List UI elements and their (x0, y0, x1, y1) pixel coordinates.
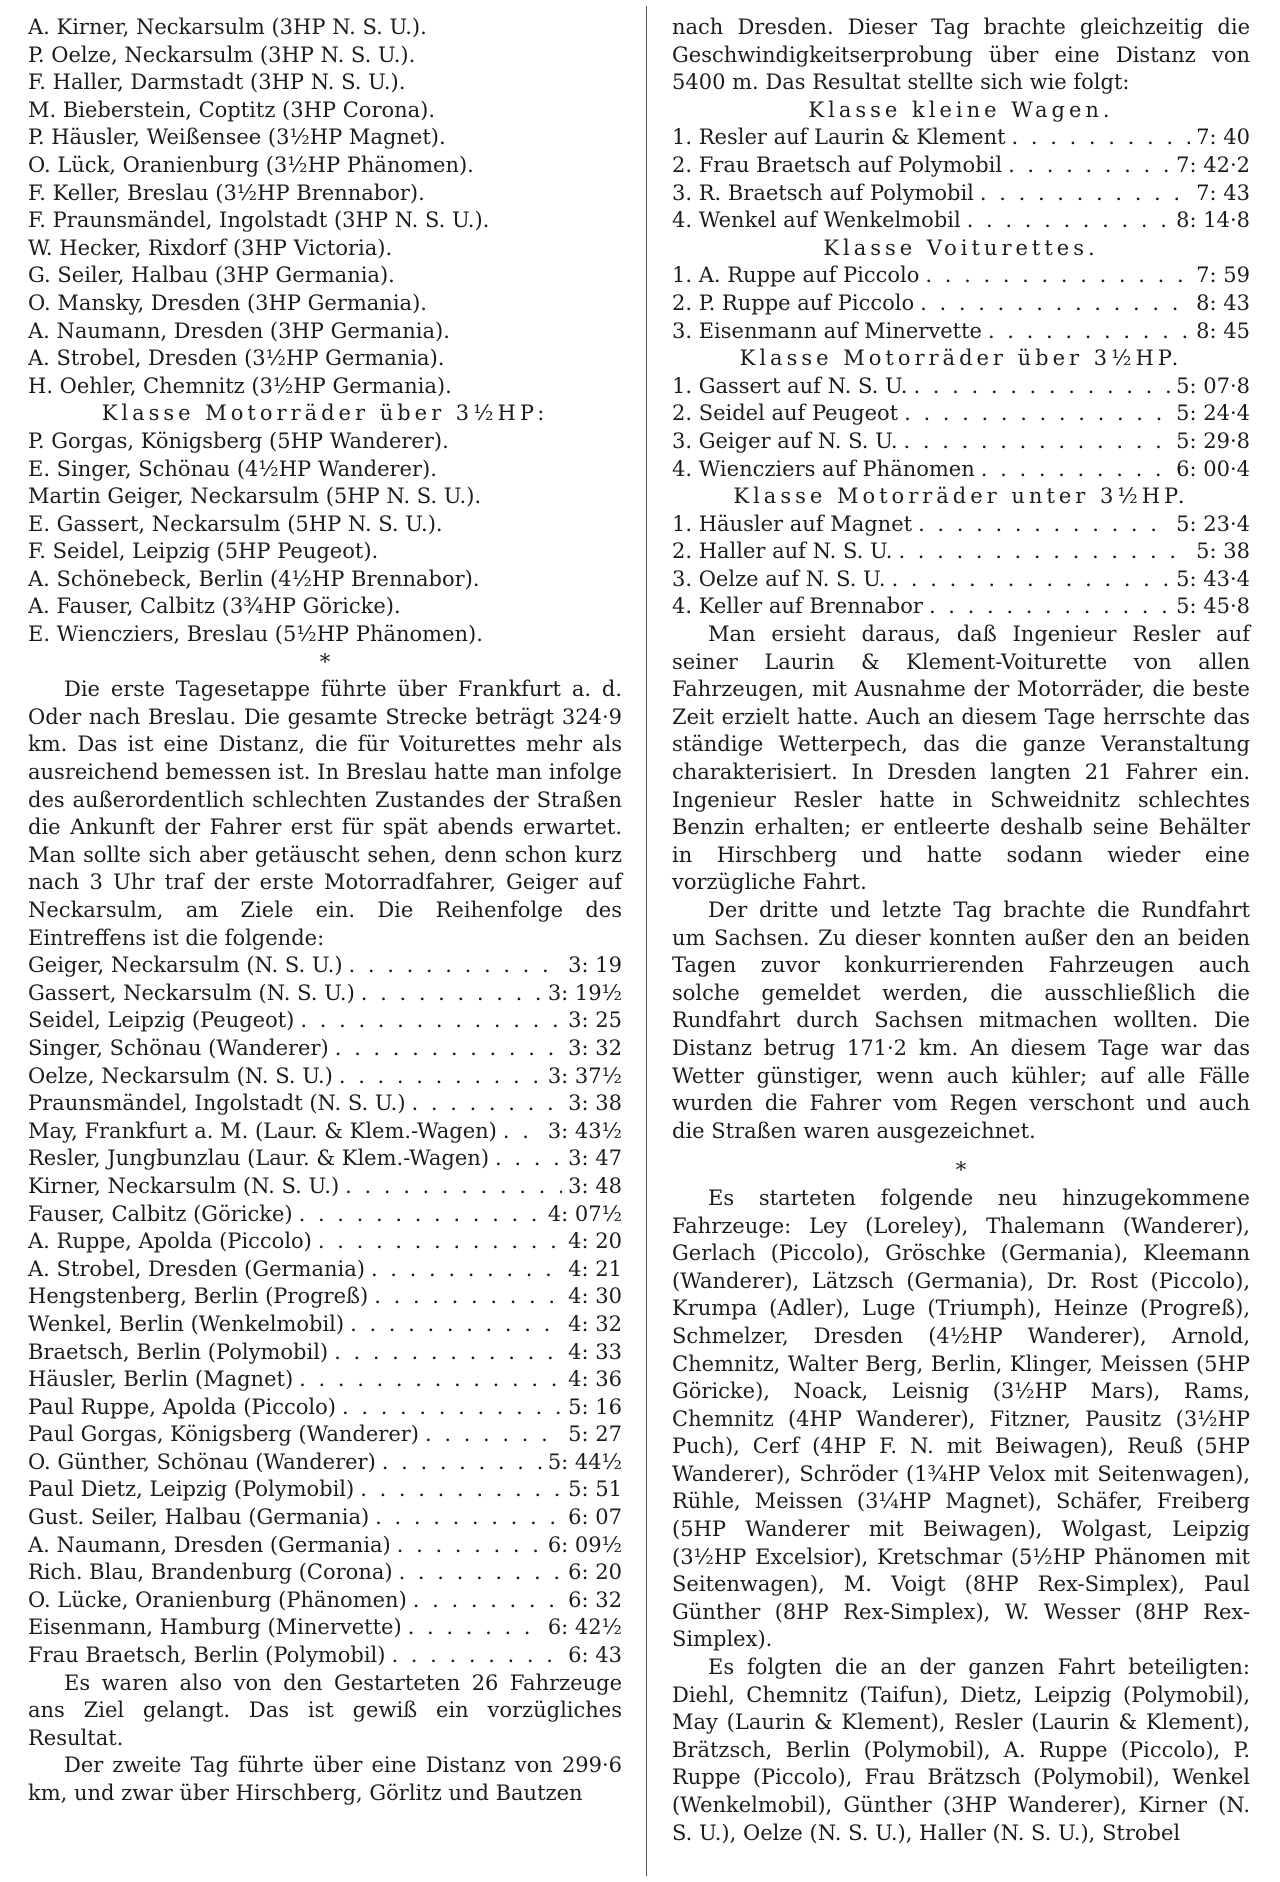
leader-dots (408, 1614, 542, 1642)
leader-dots (339, 1063, 542, 1091)
arrival-name: Paul Dietz, Leipzig (Polymobil) (28, 1477, 355, 1502)
result-name: 2. Haller auf N. S. U. (672, 539, 893, 564)
paragraph-new-entrants: Es starteten folgende neu hinzugekommene Fahrzeuge: Ley (Loreley), Thalemann (Wanderer), Gerlach (Piccolo), Gröschke (Germania), Kleemann (Wanderer), Lätzsch (Germania), Dr. Rost (Piccolo), Krumpa (Adler), Luge (Triumph), Heinze (Progreß), Schmelzer, Dresden (4½HP Wanderer), Arnold, Chemnitz, Walter Berg, Berlin, Klinger, Meissen (5HP Göricke), Noack, Leisnig (3½HP Mars), Rams, Chemnitz (4HP Wanderer), Fitzner, Pausitz (3½HP Puch), Cerf (4HP F. N. mit Beiwagen), Reuß (5HP Wanderer), Schröder (1¾HP Velox mit Seitenwagen), Rühle, Meissen (3¼HP Magnet), Schäfer, Freiberg (5HP Wanderer mit Beiwagen), Wolgast, Leipzig (3½HP Excelsior), Kretschmar (5½HP Phänomen mit Seitenwagen), M. Voigt (8HP Rex-Simplex), Paul Günther (8HP Rex-Simplex), W. Wesser (8HP Rex-Simplex). (672, 1185, 1250, 1652)
result-name: 2. Seidel auf Peugeot (672, 401, 899, 426)
result-time: 7: 59 (1196, 263, 1250, 288)
arrival-time: 3: 25 (568, 1008, 622, 1033)
arrival-time: 4: 21 (568, 1256, 622, 1281)
arrival-time: 3: 32 (568, 1035, 622, 1060)
arrival-name: Frau Braetsch, Berlin (Polymobil) (28, 1643, 386, 1668)
leader-dots (495, 1145, 562, 1173)
paragraph-full-tour-entrants: Es folgten die an der ganzen Fahrt beteiligten: Diehl, Chemnitz (Taifun), Dietz, Leipzig (Polymobil), May (Laurin & Klement), Resler (Laurin & Klement), Brätzsch, Berlin (Polymobil), A. Ruppe (Piccolo), P. Ruppe (Piccolo), Frau Brätzsch (Polymobil), Wenkel (Wenkelmobil), Günther (3HP Wanderer), Kirner (N. S. U.), Oelze (N. S. U.), Haller (N. S. U.), Strobel (672, 1655, 1250, 1845)
result-row (672, 180, 1250, 208)
arrival-time: 6: 07 (568, 1505, 622, 1530)
arrival-row (28, 1421, 622, 1449)
leader-dots (342, 1394, 562, 1422)
arrival-time: 6: 20 (568, 1560, 622, 1585)
entrant-line: A. Kirner, Neckarsulm (3HP N. S. U.). (28, 15, 427, 39)
leader-dots (981, 456, 1170, 484)
class-heading: Klasse Motorräder unter 3½HP. (733, 484, 1189, 509)
arrival-name: Gassert, Neckarsulm (N. S. U.) (28, 980, 355, 1005)
arrival-row (28, 1476, 622, 1504)
arrival-name: Praunsmändel, Ingolstadt (N. S. U.) (28, 1091, 406, 1116)
leader-dots (904, 428, 1171, 456)
entrant-line: P. Oelze, Neckarsulm (3HP N. S. U.). (28, 42, 416, 67)
entrant-line: W. Hecker, Rixdorf (3HP Victoria). (28, 235, 393, 260)
arrival-time: 4: 32 (568, 1311, 622, 1336)
result-row (672, 400, 1250, 428)
entrant-line: M. Bieberstein, Coptitz (3HP Corona). (28, 97, 436, 122)
leader-dots (920, 290, 1190, 318)
arrival-name: Braetsch, Berlin (Polymobil) (28, 1339, 329, 1364)
left-column (28, 14, 622, 1808)
result-name: 3. Eisenmann auf Minervette (672, 318, 982, 343)
arrival-time: 4: 33 (568, 1339, 622, 1364)
result-name: 3. R. Braetsch auf Polymobil (672, 180, 974, 205)
result-time: 8: 45 (1196, 318, 1250, 343)
leader-dots (925, 262, 1190, 290)
arrival-name: Geiger, Neckarsulm (N. S. U.) (28, 953, 343, 978)
arrival-time: 3: 19½ (547, 980, 622, 1005)
arrival-name: May, Frankfurt a. M. (Laur. & Klem.-Wagen) (28, 1118, 497, 1143)
paragraph-second-stage-continued: nach Dresden. Dieser Tag brachte gleichzeitig die Geschwindigkeitserprobung über eine Distanz von 5400 m. Das Resultat stellte sich wie folgt: (672, 15, 1250, 95)
entrant-line: H. Oehler, Chemnitz (3½HP Germania). (28, 373, 452, 398)
result-time: 5: 07·8 (1176, 373, 1250, 398)
arrival-name: O. Lücke, Oranienburg (Phänomen) (28, 1587, 407, 1612)
arrival-time: 6: 43 (568, 1643, 622, 1668)
arrival-name: Eisenmann, Hamburg (Minervette) (28, 1615, 402, 1640)
leader-dots (988, 318, 1190, 346)
result-row (672, 538, 1250, 566)
arrival-row (28, 1339, 622, 1367)
arrival-time: 4: 36 (568, 1367, 622, 1392)
arrival-row (28, 1007, 622, 1035)
result-row (672, 152, 1250, 180)
entrant-line: O. Lück, Oranienburg (3½HP Phänomen). (28, 152, 474, 177)
entrant-line: A. Fauser, Calbitz (3¾HP Göricke). (28, 594, 401, 619)
entrant-line: G. Seiler, Halbau (3HP Germania). (28, 263, 395, 288)
result-row (672, 511, 1250, 539)
arrival-row (28, 1394, 622, 1422)
paragraph-resler-best-time: Man ersieht daraus, daß Ingenieur Resler auf seiner Laurin & Klement-Voiturette von allen Fahrzeugen, mit Ausnahme der Motorräder, die beste Zeit erzielt hatte. Auch an diesem Tage herrschte das ständige Wetterpech, das die ganze Veranstaltung charakterisiert. In Dresden langten 21 Fahrer ein. Ingenieur Resler hatte in Schweidnitz schlechtes Benzin erhalten; er entleerte deshalb seine Behälter in Hirschberg und hatte sodann wieder eine vorzügliche Fahrt. (672, 622, 1250, 895)
result-name: 2. P. Ruppe auf Piccolo (672, 290, 915, 315)
result-row (672, 207, 1250, 235)
result-row (672, 456, 1250, 484)
result-time: 7: 43 (1196, 180, 1250, 205)
arrival-row (28, 1614, 622, 1642)
leader-dots (299, 1201, 542, 1229)
result-name: 1. Gassert auf N. S. U. (672, 373, 908, 398)
arrival-time: 3: 47 (568, 1146, 622, 1171)
arrival-name: Fauser, Calbitz (Göricke) (28, 1201, 293, 1226)
arrival-row (28, 1559, 622, 1587)
paragraph-third-day: Der dritte und letzte Tag brachte die Rundfahrt um Sachsen. Zu dieser konnten außer den an beiden Tagen zuvor konkurrierenden Fahrzeugen auch solche gemeldet werden, die ausschließlich die Rundfahrt durch Sachsen mitmachen wollten. Die Distanz betrug 171·2 km. An diesem Tage war das Wetter günstiger, wenn auch kühler; auf alle Fälle wurden die Fahrer vom Regen verschont und auch die Straßen waren ausgezeichnet. (672, 898, 1250, 1143)
arrival-time: 6: 42½ (547, 1615, 622, 1640)
leader-dots (361, 980, 542, 1008)
result-row (672, 428, 1250, 456)
arrival-row (28, 1366, 622, 1394)
leader-dots (349, 952, 563, 980)
leader-dots (967, 207, 1170, 235)
results-class-small-cars (672, 97, 1250, 235)
result-name: 1. Resler auf Laurin & Klement (672, 125, 1006, 150)
arrival-row (28, 952, 622, 980)
right-column (672, 14, 1250, 1847)
result-row (672, 566, 1250, 594)
leader-dots (399, 1559, 563, 1587)
leader-dots (904, 400, 1170, 428)
leader-dots (335, 1035, 562, 1063)
arrival-row (28, 1449, 622, 1477)
result-row (672, 373, 1250, 401)
leader-dots (345, 1173, 562, 1201)
arrival-row (28, 1145, 622, 1173)
result-name: 3. Oelze auf N. S. U. (672, 566, 886, 591)
column-divider (646, 6, 647, 1876)
leader-dots (382, 1449, 542, 1477)
arrival-time: 3: 38 (568, 1091, 622, 1116)
result-row (672, 124, 1250, 152)
arrival-row (28, 1587, 622, 1615)
entrant-line: F. Seidel, Leipzig (5HP Peugeot). (28, 539, 379, 564)
leader-dots (913, 373, 1170, 401)
result-name: 1. A. Ruppe auf Piccolo (672, 263, 920, 288)
leader-dots (397, 1532, 542, 1560)
result-time: 5: 29·8 (1176, 428, 1250, 453)
arrival-name: Gust. Seiler, Halbau (Germania) (28, 1505, 370, 1530)
arrival-time: 4: 20 (568, 1229, 622, 1254)
arrival-name: A. Ruppe, Apolda (Piccolo) (28, 1229, 312, 1254)
entrant-line: A. Schönebeck, Berlin (4½HP Brennabor). (28, 566, 480, 591)
arrival-time: 3: 48 (568, 1173, 622, 1198)
class-heading-over: Klasse Motorräder über 3½HP: (101, 401, 549, 426)
leader-dots (371, 1256, 562, 1284)
arrival-name: Oelze, Neckarsulm (N. S. U.) (28, 1063, 333, 1088)
arrival-time: 3: 37½ (547, 1063, 622, 1088)
arrival-row (28, 1118, 622, 1146)
result-row (672, 262, 1250, 290)
arrival-row (28, 1532, 622, 1560)
arrival-row (28, 1311, 622, 1339)
leader-dots (391, 1642, 562, 1670)
arrival-time: 5: 51 (568, 1477, 622, 1502)
leader-dots (1012, 124, 1191, 152)
entrant-line: F. Praunsmändel, Ingolstadt (3HP N. S. U.). (28, 208, 490, 233)
entrant-line: P. Häusler, Weißensee (3½HP Magnet). (28, 125, 446, 150)
arrival-time: 5: 16 (568, 1394, 622, 1419)
entrant-line: A. Naumann, Dresden (3HP Germania). (28, 318, 450, 343)
arrival-name: Resler, Jungbunzlau (Laur. & Klem.-Wagen) (28, 1146, 490, 1171)
paragraph-first-stage: Die erste Tagesetappe führte über Frankfurt a. d. Oder nach Breslau. Die gesamte Strecke beträgt 324·9 km. Das ist eine Distanz, die für Voiturettes mehr als ausreichend bemessen ist. In Breslau hatte man infolge des außerordentlich schlechten Zustandes der Straßen die Ankunft der Fahrer erst für spät abends erwartet. Man sollte sich aber getäuscht sehen, denn schon kurz nach 3 Uhr traf der erste Motorradfahrer, Geiger auf Neckarsulm, am Ziele ein. Die Reihenfolge des Eintreffens ist die folgende: (28, 677, 622, 950)
leader-dots (300, 1007, 562, 1035)
arrival-row (28, 1173, 622, 1201)
arrival-time: 3: 19 (568, 953, 622, 978)
entrant-line: E. Wienczіers, Breslau (5½HP Phänomen). (28, 622, 483, 647)
arrival-name: A. Naumann, Dresden (Germania) (28, 1532, 391, 1557)
leader-dots (360, 1476, 562, 1504)
section-divider-star: * (319, 649, 331, 674)
result-time: 7: 42·2 (1176, 152, 1250, 177)
arrival-name: Rich. Blau, Brandenburg (Corona) (28, 1560, 393, 1585)
results-class-motorcycles-under (672, 483, 1250, 621)
leader-dots (503, 1118, 542, 1146)
arrival-row (28, 980, 622, 1008)
leader-dots (892, 566, 1171, 594)
leader-dots (412, 1090, 563, 1118)
entrant-line: F. Keller, Breslau (3½HP Brennabor). (28, 180, 425, 205)
class-heading: Klasse kleine Wagen. (808, 97, 1114, 122)
leader-dots (375, 1504, 562, 1532)
arrival-row (28, 1090, 622, 1118)
result-time: 5: 45·8 (1176, 594, 1250, 619)
arrival-name: Singer, Schönau (Wanderer) (28, 1035, 329, 1060)
class-heading: Klasse Voiturettes. (823, 235, 1099, 260)
result-time: 5: 24·4 (1176, 401, 1250, 426)
result-name: 4. Wenkel auf Wenkelmobil (672, 208, 961, 233)
leader-dots (299, 1366, 562, 1394)
arrival-row (28, 1504, 622, 1532)
result-name: 4. Keller auf Brennabor (672, 594, 923, 619)
result-time: 5: 43·4 (1176, 566, 1250, 591)
result-name: 3. Geiger auf N. S. U. (672, 428, 898, 453)
entrant-line: A. Strobel, Dresden (3½HP Germania). (28, 346, 445, 371)
leader-dots (898, 538, 1190, 566)
paragraph-arrivals-summary: Es waren also von den Gestarteten 26 Fahrzeuge ans Ziel gelangt. Das ist gewiß ein vorzügliches Resultat. (28, 1670, 622, 1750)
arrival-time: 6: 32 (568, 1587, 622, 1612)
arrival-name: Paul Gorgas, Königsberg (Wanderer) (28, 1422, 419, 1447)
arrival-time: 6: 09½ (547, 1532, 622, 1557)
leader-dots (374, 1283, 562, 1311)
arrival-row (28, 1228, 622, 1256)
leader-dots (334, 1339, 562, 1367)
arrival-time: 4: 30 (568, 1284, 622, 1309)
result-time: 7: 40 (1196, 125, 1250, 150)
entrant-list-small-motorcycles (28, 14, 622, 400)
leader-dots (413, 1587, 562, 1615)
arrival-name: Paul Ruppe, Apolda (Piccolo) (28, 1394, 336, 1419)
entrant-line: Martin Geiger, Neckarsulm (5HP N. S. U.). (28, 484, 482, 509)
arrival-row (28, 1642, 622, 1670)
result-name: 1. Häusler auf Magnet (672, 511, 913, 536)
leader-dots (425, 1421, 562, 1449)
leader-dots (1008, 152, 1170, 180)
arrival-name: Wenkel, Berlin (Wenkelmobil) (28, 1311, 345, 1336)
leader-dots (350, 1311, 562, 1339)
arrival-time: 3: 43½ (547, 1118, 622, 1143)
arrival-time: 4: 07½ (547, 1201, 622, 1226)
entrant-list-large-motorcycles (28, 428, 622, 649)
entrant-line: F. Haller, Darmstadt (3HP N. S. U.). (28, 70, 406, 95)
class-heading: Klasse Motorräder über 3½HP. (739, 346, 1183, 371)
result-name: 4. Wienczіers auf Phänomen (672, 456, 975, 481)
leader-dots (918, 511, 1170, 539)
results-class-voiturettes (672, 235, 1250, 345)
leader-dots (318, 1228, 562, 1256)
paragraph-second-stage: Der zweite Tag führte über eine Distanz von 299·6 km, und zwar über Hirschberg, Görlitz und Bautzen (28, 1753, 622, 1805)
arrival-row (28, 1256, 622, 1284)
result-time: 8: 14·8 (1176, 208, 1250, 233)
leader-dots (929, 593, 1170, 621)
arrival-row (28, 1063, 622, 1091)
arrival-name: Kirner, Neckarsulm (N. S. U.) (28, 1173, 340, 1198)
result-row (672, 290, 1250, 318)
leader-dots (980, 180, 1190, 208)
result-name: 2. Frau Braetsch auf Polymobil (672, 152, 1003, 177)
arrival-name: Seidel, Leipzig (Peugeot) (28, 1008, 295, 1033)
result-time: 6: 00·4 (1176, 456, 1250, 481)
arrival-row (28, 1283, 622, 1311)
arrival-time: 5: 27 (568, 1422, 622, 1447)
result-row (672, 593, 1250, 621)
result-time: 5: 38 (1196, 539, 1250, 564)
result-time: 8: 43 (1196, 290, 1250, 315)
results-class-motorcycles-over (672, 345, 1250, 483)
entrant-line: E. Gassert, Neckarsulm (5HP N. S. U.). (28, 511, 443, 536)
arrival-name: O. Günther, Schönau (Wanderer) (28, 1449, 376, 1474)
arrival-name: A. Strobel, Dresden (Germania) (28, 1256, 365, 1281)
result-row (672, 318, 1250, 346)
arrival-name: Hengstenberg, Berlin (Progreß) (28, 1284, 369, 1309)
arrival-time: 5: 44½ (547, 1449, 622, 1474)
arrival-row (28, 1035, 622, 1063)
entrant-line: P. Gorgas, Königsberg (5HP Wanderer). (28, 428, 449, 453)
arrival-name: Häusler, Berlin (Magnet) (28, 1367, 294, 1392)
entrant-line: O. Mansky, Dresden (3HP Germania). (28, 290, 427, 315)
arrival-list (28, 952, 622, 1669)
entrant-line: E. Singer, Schönau (4½HP Wanderer). (28, 456, 437, 481)
result-time: 5: 23·4 (1176, 511, 1250, 536)
section-divider-star: * (955, 1158, 967, 1183)
arrival-row (28, 1201, 622, 1229)
